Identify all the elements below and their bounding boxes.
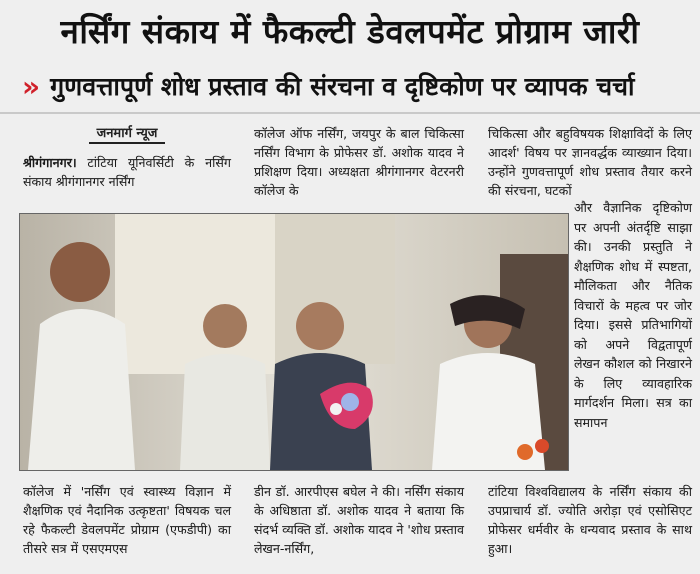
subheadline-text: गुणवत्तापूर्ण शोध प्रस्ताव की संरचना व दृष्टिकोण पर व्यापक चर्चा (50, 72, 635, 101)
col2-top: कॉलेज ऑफ नर्सिंग, जयपुर के बाल चिकित्सा नर्सिंग विभाग के प्रोफेसर डॉ. अशोक यादव ने प्रशिक्षण दिया। अध्यक्षता श्रीगंगानगर वेटरनरी कॉलेज के (254, 126, 464, 198)
col2-bottom: डीन डॉ. आरपीएस बघेल ने की। नर्सिंग संकाय के अधिष्ठाता डॉ. अशोक यादव ने बताया कि संदर्भ व्यक्ति डॉ. अशोक यादव ने 'शोध प्रस्ताव लेखन-नर्सिंग, (254, 484, 464, 556)
chevron-marker-icon: » (22, 69, 41, 103)
col3-bottom: टांटिया विश्वविद्यालय के नर्सिंग संकाय की उपप्राचार्य डॉ. ज्योति अरोड़ा एवं एसोसिएट प्रोफेसर धर्मवीर के धन्यवाद प्रस्ताव के साथ हुआ। (488, 484, 692, 556)
separator-line (0, 112, 700, 114)
col1-top-text: टांटिया यूनिवर्सिटी के नर्सिंग संकाय श्रीगंगानगर नर्सिंग (23, 155, 231, 189)
photo-illustration (20, 214, 568, 470)
news-photo (19, 213, 569, 471)
byline-block (23, 122, 231, 144)
col1-top (23, 153, 231, 191)
byline: जनमार्ग न्यूज (89, 123, 166, 144)
headline: नर्सिंग संकाय में फैकल्टी डेवलपमेंट प्रोग्राम जारी (60, 11, 640, 51)
dateline: श्रीगंगानगर। (23, 155, 77, 170)
col3-top: चिकित्सा और बहुविषयक शिक्षाविदों के लिए आदर्श' विषय पर ज्ञानवर्द्धक व्याख्यान दिया। उन्होंने गुणवत्तापूर्ण शोध प्रस्ताव तैयार करने की संरचना, घटकों (488, 126, 692, 198)
col1-bottom: कॉलेज में 'नर्सिंग एवं स्वास्थ्य विज्ञान में शैक्षणिक एवं नैदानिक उत्कृष्टता' विषयक चल रहे फैकल्टी डेवलपमेंट प्रोग्राम (एफडीपी) का तीसरे सत्र में एसएमएस (23, 484, 231, 556)
col3-side: और वैज्ञानिक दृष्टिकोण पर अपनी अंतर्दृष्टि साझा की। उनकी प्रस्तुति ने शैक्षणिक शोध में स्पष्टता, मौलिकता और नैतिक विचारों के महत्व पर जोर दिया। इससे प्रतिभागियों को अपने विद्वतापूर्ण लेखन कौशल को निखारने के लिए व्यावहारिक मार्गदर्शन मिला। सत्र का समापन (574, 200, 692, 430)
subheadline (22, 64, 692, 108)
